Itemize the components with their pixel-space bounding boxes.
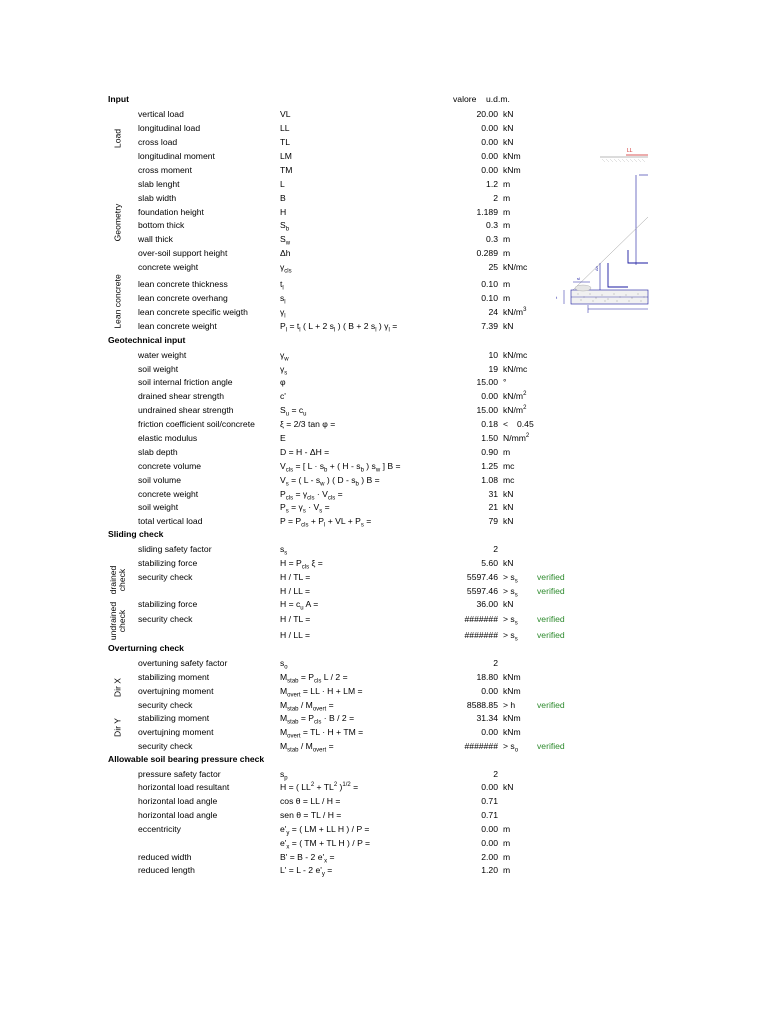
row-label: horizontal load angle bbox=[138, 810, 218, 820]
table-row-c bbox=[0, 390, 768, 403]
table-row-su bbox=[0, 404, 768, 417]
row-unit: m bbox=[503, 234, 511, 244]
row-unit: kNm bbox=[503, 686, 521, 696]
row-formula: φ bbox=[280, 377, 286, 387]
row-unit: $kN/m^2$ bbox=[503, 405, 527, 415]
row-label: lean concrete specific weigth bbox=[138, 307, 248, 317]
row-value: 0.00 bbox=[481, 123, 498, 133]
row-unit: kN bbox=[503, 137, 514, 147]
table-row-so bbox=[0, 657, 768, 670]
row-label: stabilizing force bbox=[138, 558, 198, 568]
row-unit: m bbox=[503, 248, 511, 258]
row-label: stabilizing moment bbox=[138, 713, 210, 723]
row-unit: kN/mc bbox=[503, 350, 528, 360]
row-formula: $M_{stab} = P_{cls} \cdot B / 2$ = bbox=[280, 713, 355, 726]
row-unit: < bbox=[503, 419, 509, 429]
row-value: 0.00 bbox=[481, 838, 498, 848]
table-row-vcls bbox=[0, 460, 768, 473]
dh-label: Δh bbox=[594, 266, 599, 271]
row-label: horizontal load resultant bbox=[138, 782, 230, 792]
row-formula: H / LL = bbox=[280, 586, 311, 596]
table-row-ss bbox=[0, 543, 768, 556]
row-value: 21 bbox=[488, 502, 498, 512]
row-unit: kNm bbox=[503, 713, 521, 723]
row-unit: kN bbox=[503, 599, 514, 609]
row-value: 1.2 bbox=[486, 179, 498, 189]
row-value: 8588.85 bbox=[466, 700, 498, 710]
row-value: 36.00 bbox=[476, 599, 498, 609]
row-label: lean concrete thickness bbox=[138, 279, 228, 289]
row-unit: kNm bbox=[503, 165, 521, 175]
table-row-bred bbox=[0, 851, 768, 864]
row-value: 15.00 bbox=[476, 405, 498, 415]
row-unit: m bbox=[503, 852, 511, 862]
row-label: overtujning moment bbox=[138, 727, 214, 737]
row-label: longitudinal moment bbox=[138, 151, 215, 161]
row-label: security check bbox=[138, 572, 193, 582]
table-row-secx bbox=[0, 699, 768, 712]
table-row-ps bbox=[0, 501, 768, 514]
row-label: soil internal friction angle bbox=[138, 377, 233, 387]
row-label: concrete volume bbox=[138, 461, 202, 471]
table-row-vl bbox=[0, 108, 768, 121]
row-formula: $P_{cls} = \gamma_{cls} \cdot V_{cls}$ = bbox=[280, 489, 343, 502]
load-diagonal bbox=[573, 217, 648, 290]
table-row-b bbox=[0, 192, 768, 205]
row-formula: L' = L - 2 $e'_y$ = bbox=[280, 865, 333, 878]
row-label: friction coefficient soil/concrete bbox=[138, 419, 255, 429]
row-unit: $kN/m^2$ bbox=[503, 391, 527, 401]
row-label: horizontal load angle bbox=[138, 796, 218, 806]
row-value: 0.00 bbox=[481, 391, 498, 401]
row-label: slab lenght bbox=[138, 179, 180, 189]
row-label: cross moment bbox=[138, 165, 192, 175]
row-label: over-soil support height bbox=[138, 248, 228, 258]
row-value: 0.00 bbox=[481, 151, 498, 161]
row-formula: $\gamma_w$ bbox=[280, 350, 289, 363]
row-formula: LM bbox=[280, 151, 292, 161]
section-heading-sliding bbox=[0, 528, 768, 541]
group-dir-y: Dir Y bbox=[112, 718, 123, 737]
section-heading-geotechnical bbox=[0, 334, 768, 347]
row-formula: $P_s = \gamma_s \cdot V_s$ = bbox=[280, 502, 330, 515]
table-row-tm bbox=[0, 164, 768, 177]
row-value: 0.71 bbox=[481, 810, 498, 820]
row-unit: kN/mc bbox=[503, 262, 528, 272]
row-label: soil weight bbox=[138, 364, 179, 374]
row-unit: kN bbox=[503, 558, 514, 568]
row-formula: $P = P_{cls} + P_l$ + VL + $P_s$ = bbox=[280, 516, 372, 529]
row-value: 1.20 bbox=[481, 865, 498, 875]
row-formula: $S_b$ bbox=[280, 220, 290, 233]
table-row-cos bbox=[0, 795, 768, 808]
table-row-pl bbox=[0, 320, 768, 333]
section-heading-overturning bbox=[0, 642, 768, 655]
row-unit: kN bbox=[503, 123, 514, 133]
row-label: drained shear strength bbox=[138, 391, 224, 401]
row-formula: H / TL = bbox=[280, 572, 311, 582]
row-label: total vertical load bbox=[138, 516, 203, 526]
table-row-d bbox=[0, 446, 768, 459]
table-row-p bbox=[0, 515, 768, 528]
table-row-h bbox=[0, 206, 768, 219]
row-formula: TM bbox=[280, 165, 293, 175]
group-geometry: Geometry bbox=[112, 203, 123, 242]
section-heading-bearing bbox=[0, 753, 768, 766]
row-unit: kN bbox=[503, 502, 514, 512]
verified-badge: verified bbox=[537, 700, 565, 710]
row-unit: m bbox=[503, 293, 511, 303]
table-row-sp bbox=[0, 768, 768, 781]
row-label: longitudinal load bbox=[138, 123, 201, 133]
row-value: 0.00 bbox=[481, 137, 498, 147]
row-formula: $\gamma_s$ bbox=[280, 364, 288, 377]
row-value: 2 bbox=[493, 658, 498, 668]
row-value: 10 bbox=[488, 350, 498, 360]
row-value: 0.10 bbox=[481, 279, 498, 289]
row-label: undrained shear strength bbox=[138, 405, 234, 415]
row-unit: m bbox=[503, 193, 511, 203]
row-unit: $N/mm^2$ bbox=[503, 433, 530, 443]
row-formula: H bbox=[280, 207, 287, 217]
row-unit: m bbox=[503, 824, 511, 834]
table-row-sen bbox=[0, 809, 768, 822]
row-value: 2 bbox=[493, 769, 498, 779]
row-unit: m bbox=[503, 220, 511, 230]
section-title: Allowable soil bearing pressure check bbox=[108, 754, 265, 764]
table-row-tl2 bbox=[0, 278, 768, 291]
table-row-pcls bbox=[0, 488, 768, 501]
row-formula: B bbox=[280, 193, 286, 203]
row-formula: E bbox=[280, 433, 286, 443]
section-title: Sliding check bbox=[108, 529, 164, 539]
sl-label: sl bbox=[577, 276, 580, 281]
row-formula: L bbox=[280, 179, 285, 189]
table-row-gw bbox=[0, 349, 768, 362]
row-formula: $H = P_{cls}$ ξ = bbox=[280, 558, 323, 571]
row-label: security check bbox=[138, 741, 193, 751]
row-unit: kN bbox=[503, 321, 514, 331]
row-unit: mc bbox=[503, 461, 515, 471]
table-row-tl bbox=[0, 136, 768, 149]
row-unit: kN bbox=[503, 516, 514, 526]
table-row-ex bbox=[0, 837, 768, 850]
row-unit: m bbox=[503, 447, 511, 457]
group-lean-concrete: Lean concrete bbox=[112, 274, 123, 329]
table-row-sec1 bbox=[0, 571, 768, 584]
wall-outline bbox=[628, 250, 648, 263]
row-value: 0.00 bbox=[481, 165, 498, 175]
table-row-ey bbox=[0, 823, 768, 836]
group-dir-x: Dir X bbox=[112, 677, 123, 698]
row-value: 79 bbox=[488, 516, 498, 526]
verified-badge: verified bbox=[537, 586, 565, 596]
row-value: 7.39 bbox=[481, 321, 498, 331]
row-value: 31 bbox=[488, 489, 498, 499]
row-label: lean concrete weight bbox=[138, 321, 217, 331]
row-label: sliding safety factor bbox=[138, 544, 212, 554]
section-title: Overturning check bbox=[108, 643, 184, 653]
row-label: security check bbox=[138, 614, 193, 624]
row-formula: $M_{stab} / M_{overt}$ = bbox=[280, 700, 334, 713]
row-value: 24 bbox=[488, 307, 498, 317]
row-formula: $V_s$ = ( L - $s_w$ ) ( D - $s_b$ ) B = bbox=[280, 475, 380, 488]
row-unit: m bbox=[503, 865, 511, 875]
row-limit-value: 0.45 bbox=[517, 419, 534, 429]
row-value: 19 bbox=[488, 364, 498, 374]
row-label: concrete weight bbox=[138, 262, 199, 272]
row-unit: > $s_s$ bbox=[503, 630, 518, 643]
table-row-sb bbox=[0, 219, 768, 232]
table-row-hd bbox=[0, 557, 768, 570]
row-label: stabilizing force bbox=[138, 599, 198, 609]
row-value: 1.189 bbox=[476, 207, 498, 217]
table-row-mstabx bbox=[0, 671, 768, 684]
row-unit: kN bbox=[503, 489, 514, 499]
row-unit: > $s_s$ bbox=[503, 586, 518, 599]
row-label: soil volume bbox=[138, 475, 181, 485]
row-formula: $H = c_u$ A = bbox=[280, 599, 319, 612]
row-value: 25 bbox=[488, 262, 498, 272]
row-formula: $s_l$ bbox=[280, 293, 286, 306]
row-formula: $s_o$ bbox=[280, 658, 288, 671]
row-formula: $M_{overt}$ = LL · H + LM = bbox=[280, 686, 363, 699]
table-row-sec4 bbox=[0, 629, 768, 642]
row-value: 5597.46 bbox=[466, 572, 498, 582]
row-unit: ° bbox=[503, 377, 507, 387]
row-label: eccentricity bbox=[138, 824, 181, 834]
row-label: overtuning safety factor bbox=[138, 658, 228, 668]
row-label: overtujning moment bbox=[138, 686, 214, 696]
row-label: concrete weight bbox=[138, 489, 199, 499]
row-formula: $M_{stab} / M_{overt}$ = bbox=[280, 741, 334, 754]
table-row-gl bbox=[0, 306, 768, 319]
table-row-dh bbox=[0, 247, 768, 260]
table-row-lred bbox=[0, 864, 768, 877]
row-value: ####### bbox=[464, 741, 498, 751]
row-value: 0.3 bbox=[486, 220, 498, 230]
row-value: 0.71 bbox=[481, 796, 498, 806]
row-value: 0.18 bbox=[481, 419, 498, 429]
table-row-sec2 bbox=[0, 585, 768, 598]
table-row-lm bbox=[0, 150, 768, 163]
row-value: 0.3 bbox=[486, 234, 498, 244]
row-value: 0.00 bbox=[481, 782, 498, 792]
row-value: 20.00 bbox=[476, 109, 498, 119]
verified-badge: verified bbox=[537, 630, 565, 640]
row-value: 0.90 bbox=[481, 447, 498, 457]
row-unit: kNm bbox=[503, 727, 521, 737]
verified-badge: verified bbox=[537, 741, 565, 751]
table-row-phi bbox=[0, 376, 768, 389]
row-formula: cos θ = LL / H = bbox=[280, 796, 341, 806]
row-unit: m bbox=[503, 207, 511, 217]
row-formula: TL bbox=[280, 137, 291, 147]
row-value: 1.50 bbox=[481, 433, 498, 443]
row-label: stabilizing moment bbox=[138, 672, 210, 682]
table-row-gs bbox=[0, 363, 768, 376]
row-unit: mc bbox=[503, 475, 515, 485]
row-value: 2 bbox=[493, 544, 498, 554]
group-undrained-check: undrained check bbox=[108, 601, 127, 641]
row-formula: H / TL = bbox=[280, 614, 311, 624]
row-value: 1.25 bbox=[481, 461, 498, 471]
table-row-sw bbox=[0, 233, 768, 246]
row-unit: kNm bbox=[503, 151, 521, 161]
row-value: 1.08 bbox=[481, 475, 498, 485]
row-unit: kNm bbox=[503, 672, 521, 682]
row-label: bottom thick bbox=[138, 220, 185, 230]
row-unit: m bbox=[503, 179, 511, 189]
row-formula: H / LL = bbox=[280, 630, 311, 640]
row-formula: $M_{overt}$ = TL · H + TM = bbox=[280, 727, 364, 740]
row-formula: c' bbox=[280, 391, 286, 401]
row-unit: > $s_s$ bbox=[503, 572, 518, 585]
table-header-row bbox=[0, 93, 768, 106]
row-value: 15.00 bbox=[476, 377, 498, 387]
row-formula: B' = B - 2 $e'_x$ = bbox=[280, 852, 335, 865]
row-label: lean concrete overhang bbox=[138, 293, 228, 303]
table-row-ll bbox=[0, 122, 768, 135]
row-unit: m bbox=[503, 279, 511, 289]
row-formula: $S_w$ bbox=[280, 234, 291, 247]
row-formula: $S_u = c_u$ bbox=[280, 405, 307, 418]
row-formula: VL bbox=[280, 109, 291, 119]
row-value: 0.00 bbox=[481, 686, 498, 696]
row-formula: $t_l$ bbox=[280, 279, 284, 292]
row-label: water weight bbox=[138, 350, 187, 360]
section-title: Geotechnical input bbox=[108, 335, 186, 345]
row-unit: kN bbox=[503, 782, 514, 792]
row-formula: $s_p$ bbox=[280, 769, 288, 782]
row-label: reduced width bbox=[138, 852, 192, 862]
row-formula: ξ = 2/3 tan φ = bbox=[280, 419, 336, 429]
row-formula: Δh bbox=[280, 248, 291, 258]
table-row-secy bbox=[0, 740, 768, 753]
ground-hatch bbox=[602, 159, 645, 162]
row-formula: $P_l = t_l$ ( L + 2 $s_l$ ) ( B + 2 $s_l$ ) $\gamma_l$ = bbox=[280, 321, 398, 334]
row-label: soil weight bbox=[138, 502, 179, 512]
row-unit: kN bbox=[503, 109, 514, 119]
row-value: ####### bbox=[464, 614, 498, 624]
row-formula: $s_s$ bbox=[280, 544, 288, 557]
row-label: slab width bbox=[138, 193, 177, 203]
row-label: security check bbox=[138, 700, 193, 710]
row-formula: $e'_y$ = ( LM + LL H ) / P = bbox=[280, 824, 370, 837]
row-value: 2 bbox=[493, 193, 498, 203]
row-formula: $\gamma_{cls}$ bbox=[280, 262, 292, 275]
row-value: 0.00 bbox=[481, 824, 498, 834]
row-label: vertical load bbox=[138, 109, 184, 119]
section-input: Input bbox=[108, 94, 129, 104]
row-value: 18.80 bbox=[476, 672, 498, 682]
t-label: t bbox=[556, 295, 558, 300]
header-udm: u.d.m. bbox=[486, 94, 510, 104]
table-row-hres bbox=[0, 781, 768, 794]
row-formula: D = H - ΔH = bbox=[280, 447, 330, 457]
row-formula: $V_{cls}$ = [ $L \cdot s_b$ + ( H - $s_b$ ) $s_w$ ] B = bbox=[280, 461, 401, 474]
row-formula: $\gamma_l$ bbox=[280, 307, 286, 320]
table-row-gcls bbox=[0, 261, 768, 274]
row-value: ####### bbox=[464, 630, 498, 640]
table-row-sec3 bbox=[0, 613, 768, 626]
table-row-hu bbox=[0, 598, 768, 611]
row-value: 0.289 bbox=[476, 248, 498, 258]
row-formula: $M_{stab} = P_{cls}$ L / 2 = bbox=[280, 672, 348, 685]
row-value: 5.60 bbox=[481, 558, 498, 568]
row-label: pressure safety factor bbox=[138, 769, 221, 779]
verified-badge: verified bbox=[537, 614, 565, 624]
group-load: Load bbox=[112, 128, 123, 149]
row-unit: kN/mc bbox=[503, 364, 528, 374]
row-value: 31.34 bbox=[476, 713, 498, 723]
row-label: elastic modulus bbox=[138, 433, 198, 443]
row-formula: H = ( $LL^2 + TL^2$ )$^{1/2}$ = bbox=[280, 782, 359, 792]
row-label: cross load bbox=[138, 137, 178, 147]
ll-label: LL bbox=[627, 148, 633, 154]
table-row-movx bbox=[0, 685, 768, 698]
table-row-vs bbox=[0, 474, 768, 487]
row-unit: > $s_o$ bbox=[503, 741, 519, 754]
header-valore: valore bbox=[453, 94, 477, 104]
row-formula: LL bbox=[280, 123, 290, 133]
table-row-mstaby bbox=[0, 712, 768, 725]
row-unit: > h bbox=[503, 700, 516, 710]
table-row-l bbox=[0, 178, 768, 191]
row-formula: sen θ = TL / H = bbox=[280, 810, 342, 820]
row-value: 0.00 bbox=[481, 727, 498, 737]
row-label: reduced length bbox=[138, 865, 195, 875]
row-label: slab depth bbox=[138, 447, 178, 457]
row-unit: $kN/m^3$ bbox=[503, 307, 527, 317]
row-value: 2.00 bbox=[481, 852, 498, 862]
row-value: 5597.46 bbox=[466, 586, 498, 596]
verified-badge: verified bbox=[537, 572, 565, 582]
table-row-sl bbox=[0, 292, 768, 305]
foundation-section-drawing bbox=[556, 145, 648, 320]
table-row-e bbox=[0, 432, 768, 445]
row-unit: > $s_s$ bbox=[503, 614, 518, 627]
row-value: 0.10 bbox=[481, 293, 498, 303]
row-formula: $e'_x$ = ( TM + TL H ) / P = bbox=[280, 838, 371, 851]
group-drained-check: drained check bbox=[108, 565, 127, 595]
row-label: wall thick bbox=[138, 234, 173, 244]
row-label: foundation height bbox=[138, 207, 204, 217]
table-row-xi bbox=[0, 418, 768, 431]
row-unit: m bbox=[503, 838, 511, 848]
table-row-movy bbox=[0, 726, 768, 739]
